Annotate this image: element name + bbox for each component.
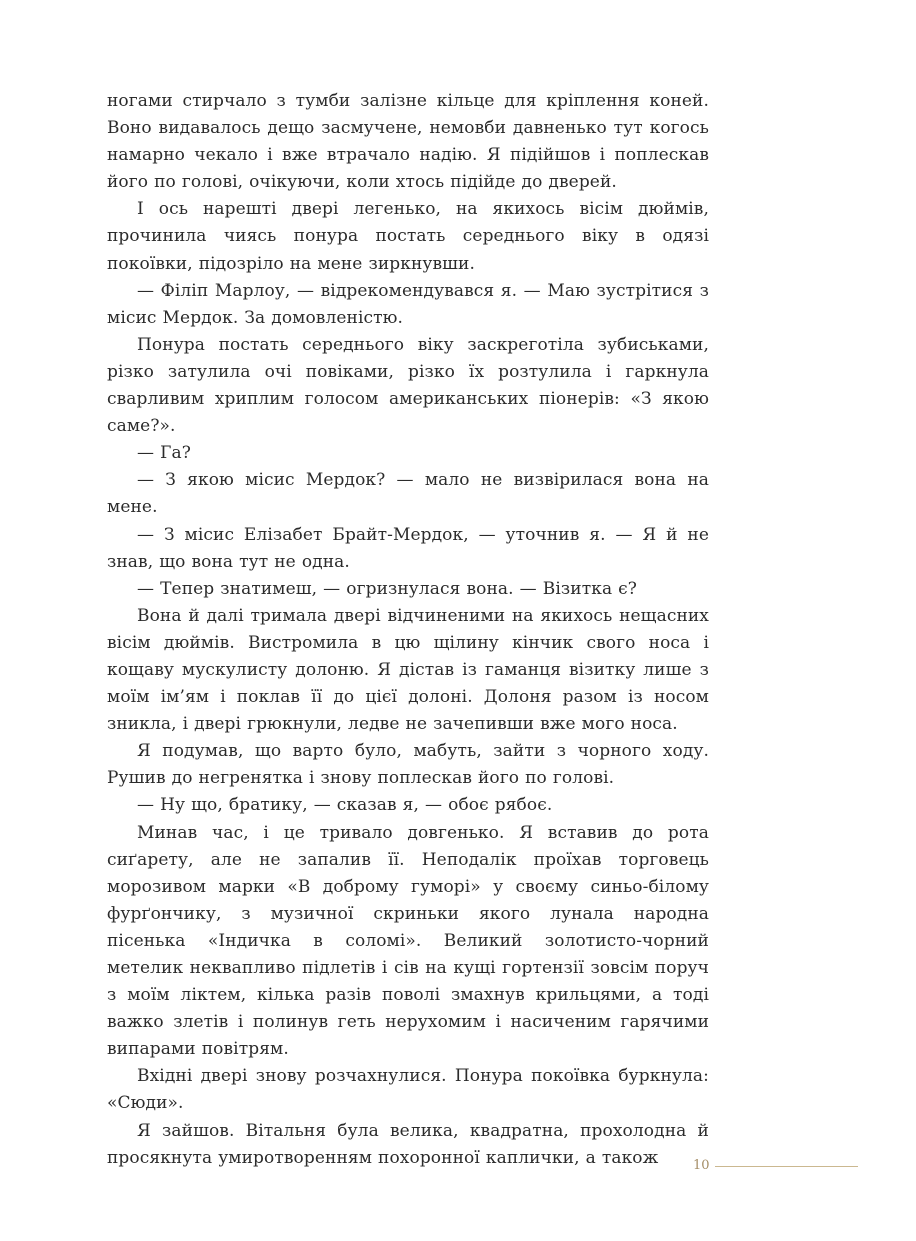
paragraph: Вхідні двері знову розчахнулися. Понура покоївка буркнула: «Сюди». [107, 1066, 709, 1114]
paragraph: Минав час, і це тривало довгенько. Я вставив до рота сиґарету, але не запалив її. Неподалік проїхав торговець морозивом марки «В доброму гуморі» у своєму синьо-білому фурґончику, з музичної скриньки якого лунала народна пісенька «Індичка в соломі». Великий золотисто-чорний метелик неквапливо підлетів і сів на кущі гортензії зовсім поруч з моїм ліктем, кілька разів поволі змахнув крильцями, а тоді важко злетів і полинув геть нерухомим і насиченим гарячими випарами повітрям. [107, 822, 709, 1060]
footer-rule [715, 1166, 858, 1167]
dialogue-line: — З якою місис Мердок? — мало не визвірилася вона на мене. [107, 470, 709, 518]
paragraph: Я зайшов. Вітальня була велика, квадратна, прохолодна й просякнута умиротворенням похоронної каплички, а також [107, 1120, 709, 1168]
paragraph: Я подумав, що варто було, мабуть, зайти з чорного ходу. Рушив до негренятка і знову поплескав його по голові. [107, 741, 709, 789]
dialogue-line: — Ну що, братику, — сказав я, — обоє рябоє. [137, 795, 553, 816]
page-number: 10 [693, 1158, 710, 1173]
paragraph: І ось нарешті двері легенько, на якихось вісім дюймів, прочинила чиясь понура постать середнього віку в одязі покоївки, підозріло на мене зиркнувши. [107, 199, 709, 274]
dialogue-line: — Філіп Марлоу, — відрекомендувався я. — Маю зустрітися з місис Мердок. За домовленістю. [107, 280, 709, 328]
dialogue-line: — Тепер знатимеш, — огризнулася вона. — Візитка є? [137, 578, 638, 599]
body-text [107, 88, 709, 1172]
paragraph-continued: ногами стирчало з тумби залізне кільце для кріплення коней. Воно видавалось дещо засмучене, немовби давненько тут когось намарно чекало і вже втрачало надію. Я підійшов і поплескав його по голові, очікуючи, коли хтось підійде до дверей. [107, 91, 709, 193]
paragraph: Вона й далі тримала двері відчиненими на якихось нещасних вісім дюймів. Вистромила в цю щілину кінчик свого носа і кощаву мускулисту долоню. Я дістав із гаманця візитку лише з моїм ім’ям і поклав її до цієї долоні. Долоня разом із носом зникла, і двері грюкнули, ледве не зачепивши вже мого носа. [107, 605, 709, 735]
dialogue-line: — З місис Елізабет Брайт-Мердок, — уточнив я. — Я й не знав, що вона тут не одна. [107, 524, 709, 572]
page-footer [693, 1156, 863, 1176]
dialogue-line: — Га? [137, 443, 191, 464]
paragraph: Понура постать середнього віку заскреготіла зубиськами, різко затулила очі повіками, різко їх розтулила і гаркнула сварливим хриплим голосом американських піонерів: «З якою саме?». [107, 334, 709, 437]
